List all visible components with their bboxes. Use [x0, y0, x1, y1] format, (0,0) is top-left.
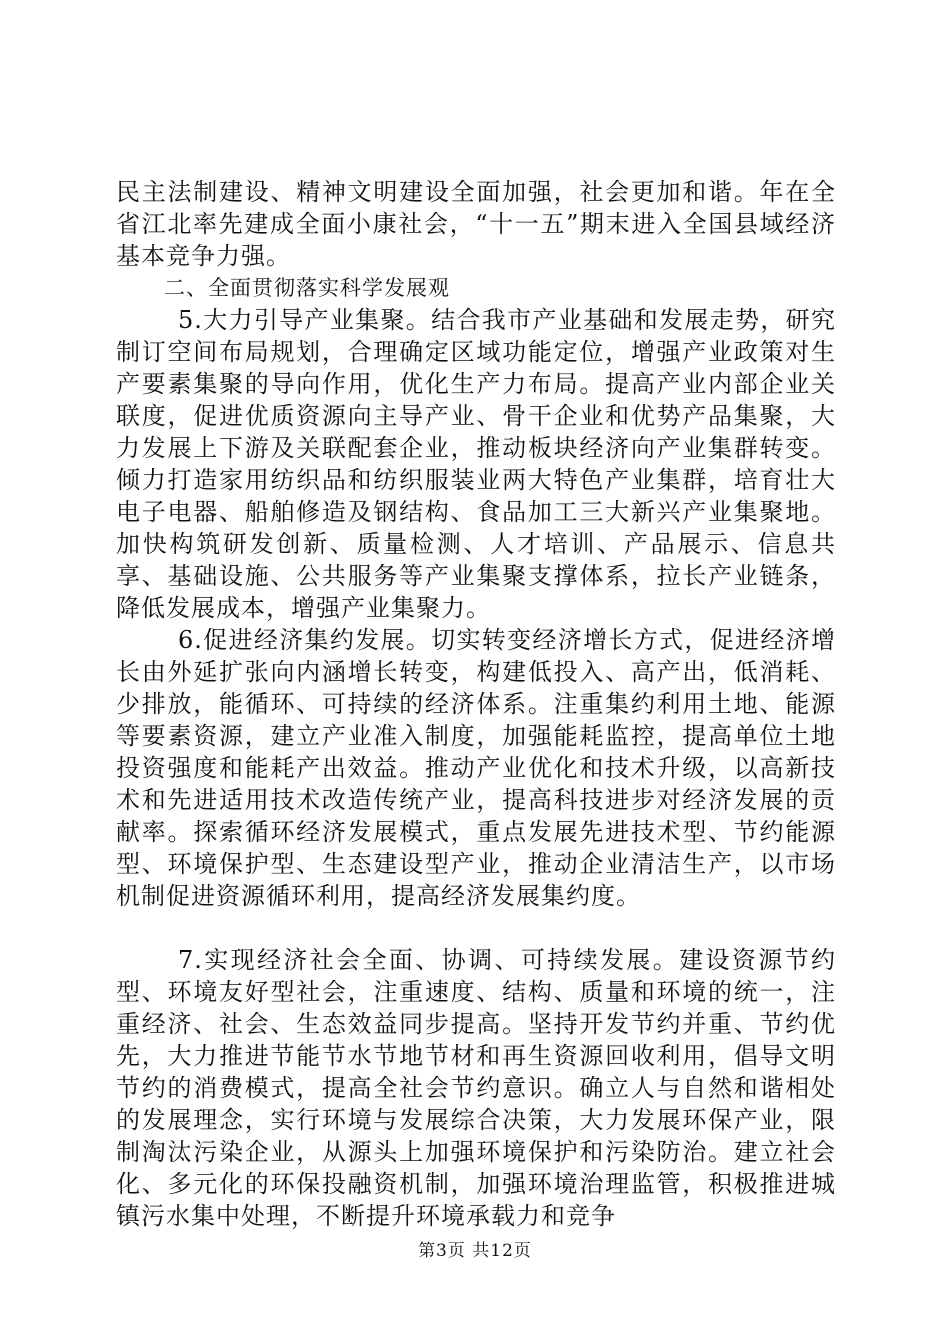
paragraph-item-5: 5.大力引导产业集聚。结合我市产业基础和发展走势，研究制订空间布局规划，合理确定区域功能定位，增强产业政策对生产要素集聚的导向作用，优化生产力布局。提高产业内部企业关联度，促进优质资源向主导产业、骨干企业和优势产品集聚，大力发展上下游及关联配套企业，推动板块经济向产业集群转变。倾力打造家用纺织品和纺织服装业两大特色产业集群，培育壮大电子电器、船舶修造及钢结构、食品加工三大新兴产业集聚地。加快构筑研发创新、质量检测、人才培训、产品展示、信息共享、基础设施、公共服务等产业集聚支撑体系，拉长产业链条，降低发展成本，增强产业集聚力。 — [116, 306, 836, 622]
page-number-footer: 第3页 共12页 — [418, 1241, 532, 1261]
paragraph-item-7: 7.实现经济社会全面、协调、可持续发展。建设资源节约型、环境友好型社会，注重速度、结构、质量和环境的统一，注重经济、社会、生态效益同步提高。坚持开发节约并重、节约优先，大力推进节能节水节地节材和再生资源回收利用，倡导文明节约的消费模式，提高全社会节约意识。确立人与自然和谐相处的发展理念，实行环境与发展综合决策，大力发展环保产业，限制淘汰污染企业，从源头上加强环境保护和污染防治。建立社会化、多元化的环保投融资机制，加强环境治理监管，积极推进城镇污水集中处理，不断提升环境承载力和竞争 — [116, 946, 836, 1230]
paragraph-continuation: 民主法制建设、精神文明建设全面加强，社会更加和谐。年在全省江北率先建成全面小康社会，“十一五”期末进入全国县域经济基本竞争力强。 — [116, 178, 836, 270]
document-body — [116, 176, 836, 1232]
section-heading: 二、全面贯彻落实科学发展观 — [164, 276, 450, 300]
paragraph-item-6: 6.促进经济集约发展。切实转变经济增长方式，促进经济增长由外延扩张向内涵增长转变，构建低投入、高产出，低消耗、少排放，能循环、可持续的经济体系。注重集约利用土地、能源等要素资源，建立产业准入制度，加强能耗监控，提高单位土地投资强度和能耗产出效益。推动产业优化和技术升级，以高新技术和先进适用技术改造传统产业，提高科技进步对经济发展的贡献率。探索循环经济发展模式，重点发展先进技术型、节约能源型、环境保护型、生态建设型产业，推动企业清洁生产，以市场机制促进资源循环利用，提高经济发展集约度。 — [116, 626, 836, 910]
